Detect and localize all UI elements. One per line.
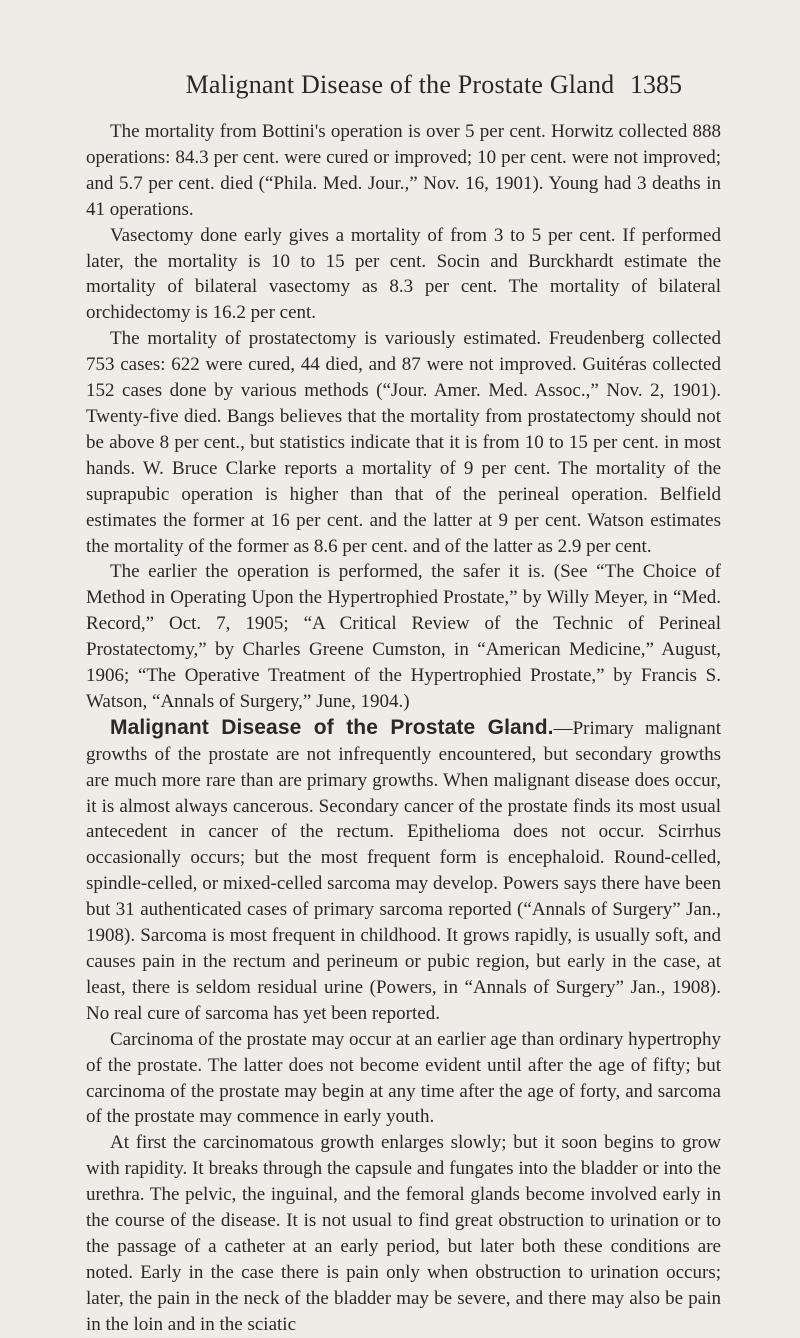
section-heading: Malignant Disease of the Prostate Gland.	[110, 715, 554, 739]
paragraph-carcinoma-age: Carcinoma of the prostate may occur at an earlier age than ordinary hypertrophy of the prostate. The latter does not become evident until after the age of fifty; but carcinoma of the prostate may begin at any time after the age of forty, and sarcoma of the prostate may commence in early youth.	[86, 1028, 721, 1128]
section-paragraph-malignant-disease	[86, 715, 721, 1027]
paragraph-carcinoma-growth: At first the carcinomatous growth enlarges slowly; but it soon begins to grow with rapidity. It breaks through the capsule and fungates into the bladder or into the urethra. The pelvic, the inguinal, and the femoral glands become involved early in the course of the disease. It is not usual to find great obstruction to urination or to the passage of a catheter at an early period, but later both these conditions are noted. Early in the case there is pain only when obstruction to urination occurs; later, the pain in the neck of the bladder may be severe, and there may also be pain in the loin and in the sciatic	[86, 1132, 721, 1335]
paragraph-earlier-operation: The earlier the operation is performed, the safer it is. (See “The Choice of Method in Operating Upon the Hypertrophied Prostate,” by Willy Meyer, in “Med. Record,” Oct. 7, 1905; “A Critical Review of the Technic of Perineal Prostatectomy,” by Charles Greene Cumston, in “American Medicine,” August, 1906; “The Operative Treatment of the Hypertrophied Prostate,” by Francis S. Watson, “Annals of Surgery,” June, 1904.)	[86, 561, 721, 712]
running-head	[0, 70, 800, 106]
paragraph-prostatectomy-mortality: The mortality of prostatectomy is variously estimated. Freudenberg collected 753 cases: 622 were cured, 44 died, and 87 were not improved. Guitéras collected 152 cases done by various methods (“Jour. Amer. Med. Assoc.,” Nov. 2, 1901). Twenty-five died. Bangs believes that the mortality from prostatectomy should not be above 8 per cent., but statistics indicate that it is from 10 to 15 per cent. in most hands. W. Bruce Clarke reports a mortality of 9 per cent. The mortality of the suprapubic operation is higher than that of the perineal operation. Belfield estimates the former at 16 per cent. and the latter at 9 per cent. Watson estimates the mortality of the former as 8.6 per cent. and of the latter as 2.9 per cent.	[86, 328, 721, 557]
page-number: 1385	[630, 70, 682, 99]
running-title: Malignant Disease of the Prostate Gland	[185, 70, 615, 99]
section-lead-text: —Primary malignant growths of the prostate are not infrequently encountered, but secondary growths are much more rare than are primary growths. When malignant disease does occur, it is almost always cancerous. Secondary cancer of the prostate finds its most usual antecedent in cancer of the rectum. Epithelioma does not occur. Scirrhus occasionally occurs; but the most frequent form is encephaloid. Round-celled, spindle-celled, or mixed-celled sarcoma may develop. Powers says there have been but 31 authenticated cases of primary sarcoma reported (“Annals of Surgery” Jan., 1908). Sarcoma is most frequent in childhood. It grows rapidly, is usually soft, and causes pain in the rectum and perineum or pubic region, but early in the case, at least, there is seldom residual urine (Powers, in “Annals of Surgery” Jan., 1908). No real cure of sarcoma has yet been reported.	[86, 717, 721, 1024]
paragraph-bottini-mortality: The mortality from Bottini's operation is over 5 per cent. Horwitz collected 888 operations: 84.3 per cent. were cured or improved; 10 per cent. were not improved; and 5.7 per cent. died (“Phila. Med. Jour.,” Nov. 16, 1901). Young had 3 deaths in 41 operations.	[86, 121, 721, 220]
body-text	[86, 119, 721, 1338]
paragraph-vasectomy-mortality: Vasectomy done early gives a mortality of from 3 to 5 per cent. If performed later, the mortality is 10 to 15 per cent. Socin and Burckhardt estimate the mortality of bilateral vasectomy as 8.3 per cent. The mortality of bilateral orchidectomy is 16.2 per cent.	[86, 224, 721, 324]
